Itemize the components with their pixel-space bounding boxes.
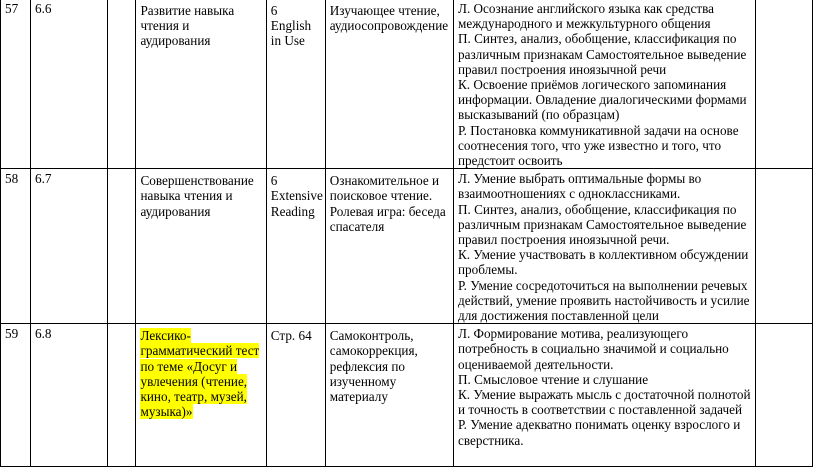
result-cognitive: П. Синтез, анализ, обобщение, классификация по различным признакам Самостоятельное выведение правил построения иноязычной речи: [458, 31, 747, 77]
result-personal: Л. Осознание английского языка как средства международного и межкультурного общения: [458, 1, 715, 32]
lesson-number-cell: [1, 169, 31, 324]
lesson-code: 6.8: [34, 326, 52, 342]
empty-cell: [107, 0, 136, 169]
empty-cell: [756, 169, 813, 324]
activity-cell: [325, 0, 453, 169]
table-row: [1, 169, 813, 324]
result-communicative: К. Умение участвовать в коллективном обсуждении проблемы.: [458, 247, 749, 278]
activity-type: Ознакомительное и поисковое чтение. Ролевая игра: беседа спасателя: [329, 173, 446, 234]
result-communicative: К. Умение выражать мысль с достаточной полнотой и точность в соответствии с поставленной задачей: [458, 387, 751, 418]
empty-cell: [756, 0, 813, 169]
textbook-page: Стр. 64: [270, 328, 312, 344]
table-row: [1, 324, 813, 467]
activity-type: Изучающее чтение, аудиосопровождение: [329, 3, 449, 34]
lesson-code-cell: [30, 324, 107, 467]
result-cognitive: П. Смысловое чтение и слушание: [458, 371, 649, 387]
activity-cell: [325, 169, 453, 324]
results-cell: [454, 324, 756, 467]
results-cell: [454, 169, 756, 324]
lesson-number-cell: [1, 0, 31, 169]
lesson-topic: Совершенствование навыка чтения и аудирования: [140, 173, 254, 219]
result-regulatory: Р. Умение сосредоточиться на выполнении речевых действий, умение проявить настойчивость и усилие для достижения поставленной цели: [458, 277, 750, 324]
textbook-page: 6 Extensive Reading: [270, 173, 323, 219]
results-cell: [454, 0, 756, 169]
page-cell: [266, 324, 325, 467]
topic-cell: [136, 0, 266, 169]
activity-cell: [325, 324, 453, 467]
lesson-number-cell: [1, 324, 31, 467]
lesson-code: 6.6: [34, 1, 52, 16]
empty-cell: [107, 324, 136, 467]
topic-cell: [136, 324, 266, 467]
table-row: [1, 0, 813, 169]
highlighted-test-topic: Лексико-грамматический тест по теме «Досуг и увлечения (чтение, кино, театр, музей, музыка)»: [140, 328, 260, 420]
lesson-number: 59: [5, 326, 19, 342]
result-regulatory: Р. Постановка коммуникативной задачи на основе соотнесения того, что уже известно и того, что предстоит освоить: [458, 122, 739, 169]
topic-cell: [136, 169, 266, 324]
lesson-code: 6.7: [34, 171, 52, 187]
empty-cell: [756, 324, 813, 467]
empty-cell: [107, 169, 136, 324]
result-personal: Л. Умение выбрать оптимальные формы во взаимоотношениях с одноклассниками.: [458, 171, 702, 202]
lesson-number: 58: [5, 171, 19, 187]
result-cognitive: П. Синтез, анализ, обобщение, классификация по различным признакам Самостоятельное выведение правил построения иноязычной речи.: [458, 201, 747, 248]
activity-type: Самоконтроль, самокоррекция, рефлексия по изученному материалу: [329, 328, 418, 405]
page-cell: [266, 0, 325, 169]
lesson-topic: Развитие навыка чтения и аудирования: [140, 3, 235, 49]
page-cell: [266, 169, 325, 324]
lesson-number: 57: [5, 1, 19, 16]
result-communicative: К. Освоение приёмов логического запоминания информации. Овладение диалогическими формами высказываний (по образцам): [458, 77, 747, 123]
lesson-code-cell: [30, 169, 107, 324]
result-regulatory: Р. Умение адекватно понимать оценку взрослого и сверстника.: [458, 417, 741, 448]
textbook-page: 6 English in Use: [270, 3, 312, 49]
lesson-code-cell: [30, 0, 107, 169]
result-personal: Л. Формирование мотива, реализующего потребность в социально значимой и социально оцениваемой деятельности.: [458, 326, 729, 372]
